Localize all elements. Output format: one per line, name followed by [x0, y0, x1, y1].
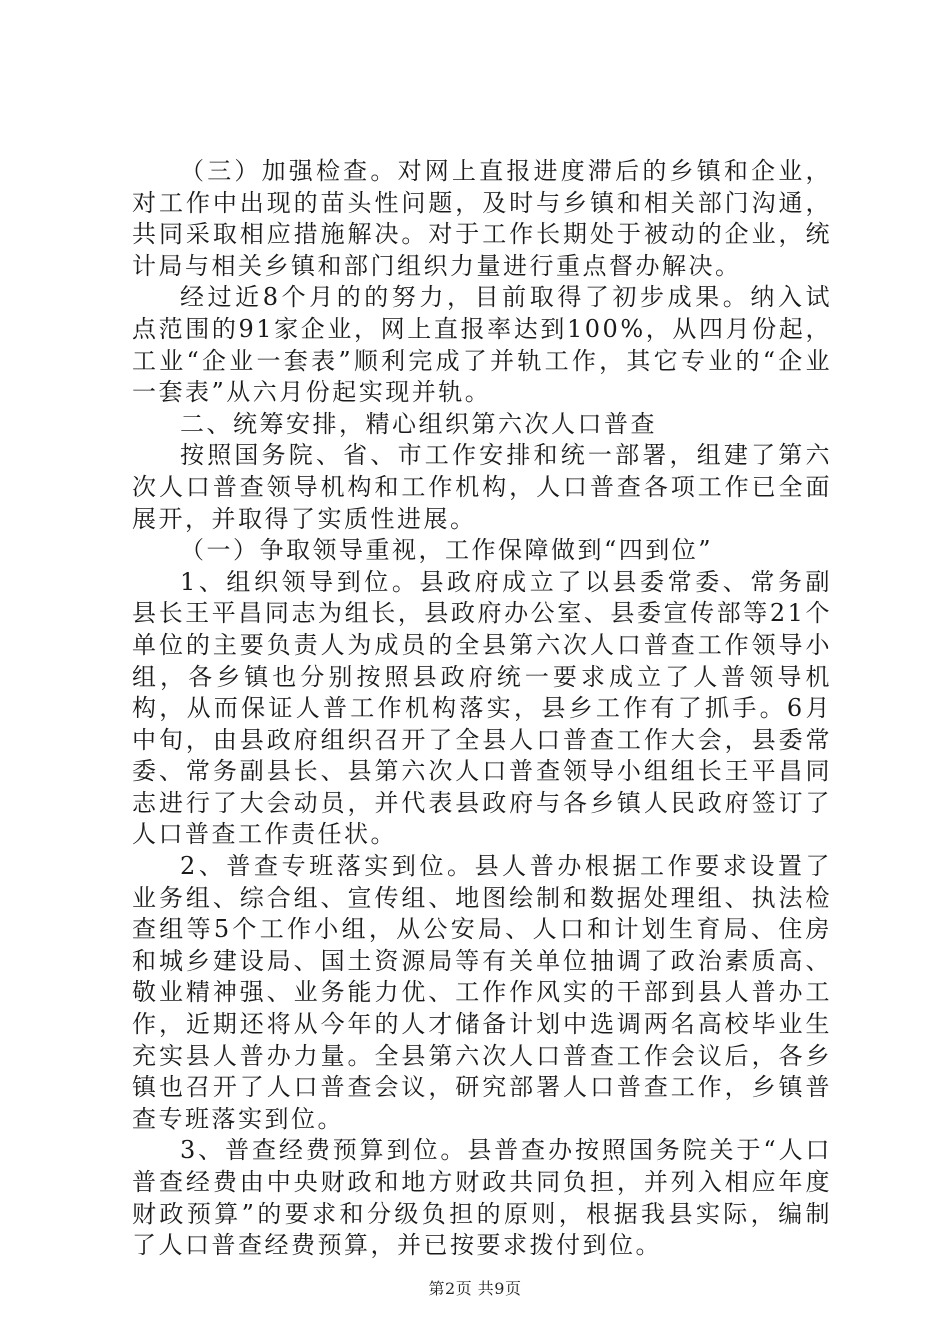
page-number-footer: 第2页 共9页 [428, 1279, 522, 1298]
subsection-heading-leadership: （一）争取领导重视，工作保障做到“四到位” [180, 536, 714, 565]
paragraph-census-budget: 3、普查经费预算到位。县普查办按照国务院关于“人口普查经费由中央财政和地方财政共同负担，并列入相应年度财政预算”的要求和分级负担的原则，根据我县实际，编制了人口普查经费预算，并已按要求拨付到位。 [132, 1136, 832, 1260]
paragraph-census-overview: 按照国务院、省、市工作安排和统一部署，组建了第六次人口普查领导机构和工作机构，人口普查各项工作已全面展开，并取得了实质性进展。 [132, 441, 832, 533]
paragraph-organization-leadership: 1、组织领导到位。县政府成立了以县委常委、常务副县长王平昌同志为组长，县政府办公室、县委宣传部等21个单位的主要负责人为成员的全县第六次人口普查工作领导小组，各乡镇也分别按照县政府统一要求成立了人普领导机构，从而保证人普工作机构落实，县乡工作有了抓手。6月中旬，由县政府组织召开了全县人口普查工作大会，县委常委、常务副县长、县第六次人口普查领导小组组长王平昌同志进行了大会动员，并代表县政府与各乡镇人民政府签订了人口普查工作责任状。 [132, 567, 832, 849]
paragraph-strengthen-inspection: （三）加强检查。对网上直报进度滞后的乡镇和企业，对工作中出现的苗头性问题，及时与乡镇和相关部门沟通，共同采取相应措施解决。对于工作长期处于被动的企业，统计局与相关乡镇和部门组织力量进行重点督办解决。 [132, 157, 832, 280]
section-heading-census: 二、统筹安排，精心组织第六次人口普查 [180, 409, 657, 438]
paragraph-census-team: 2、普查专班落实到位。县人普办根据工作要求设置了业务组、综合组、宣传组、地图绘制和数据处理组、执法检查组等5个工作小组，从公安局、人口和计划生育局、住房和城乡建设局、国土资源局等有关单位抽调了政治素质高、敬业精神强、业务能力优、工作作风实的干部到县人普办工作，近期还将从今年的人才储备计划中选调两名高校毕业生充实县人普办力量。全县第六次人口普查工作会议后，各乡镇也召开了人口普查会议，研究部署人口普查工作，乡镇普查专班落实到位。 [132, 852, 832, 1133]
paragraph-initial-results: 经过近8个月的的努力，目前取得了初步成果。纳入试点范围的91家企业，网上直报率达到100%，从四月份起，工业“企业一套表”顺利完成了并轨工作，其它专业的“企业一套表”从六月份起实现并轨。 [132, 283, 832, 407]
document-body [132, 156, 832, 1262]
